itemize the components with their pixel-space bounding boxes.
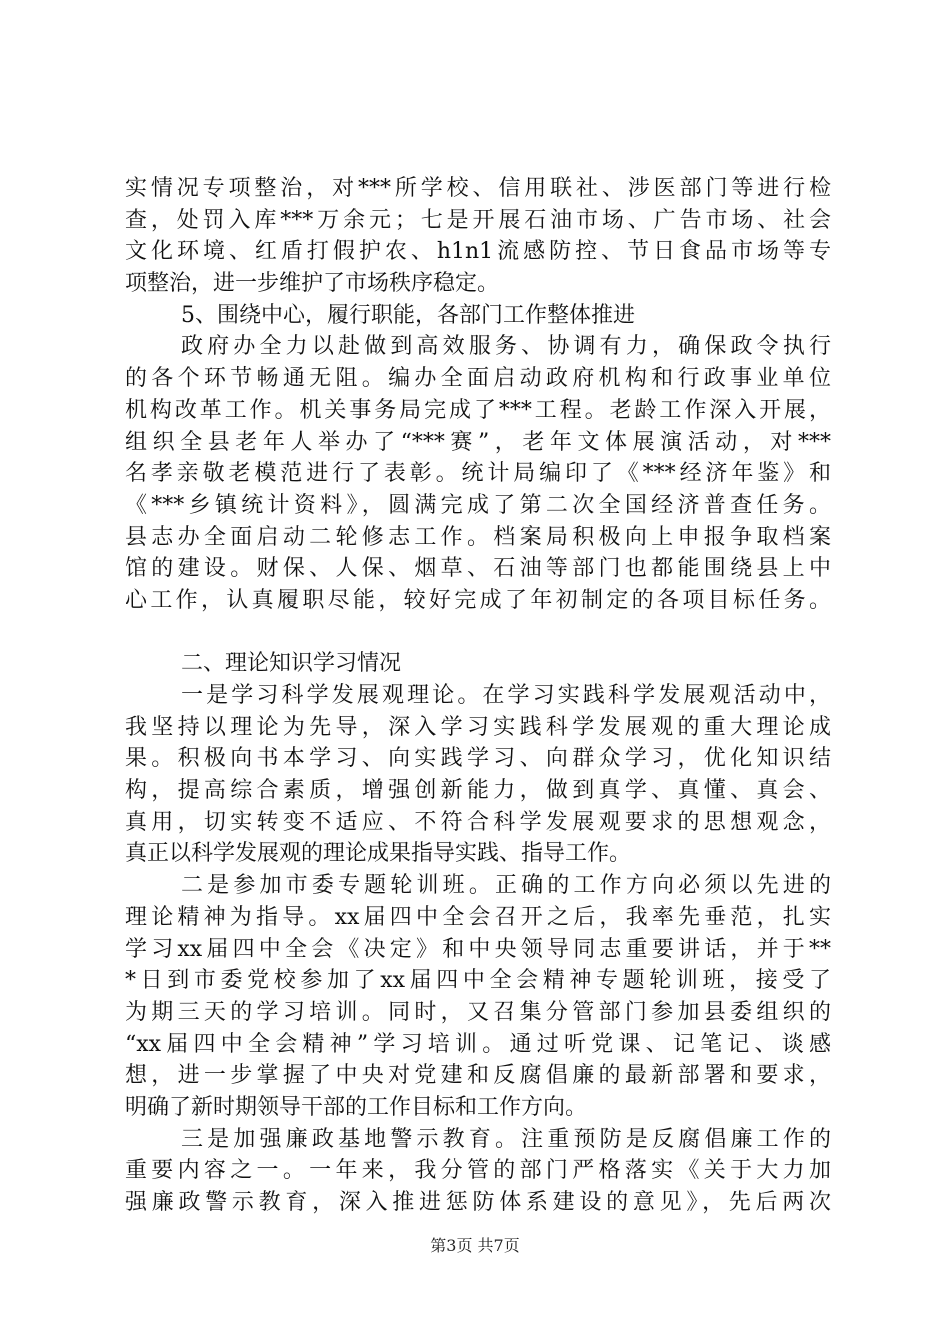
text-line: 的各个环节畅通无阻。编办全面启动政府机构和行政事业单位 bbox=[125, 366, 831, 392]
text-line: 实情况专项整治，对***所学校、信用联社、涉医部门等进行检 bbox=[125, 176, 831, 201]
text-line: 想，进一步掌握了中央对党建和反腐倡廉的最新部署和要求， bbox=[125, 1063, 831, 1089]
text-line: *日到市委党校参加了xx届四中全会精神专题轮训班，接受了 bbox=[125, 968, 831, 994]
text-line: 强廉政警示教育，深入推进惩防体系建设的意见》，先后两次 bbox=[125, 1190, 831, 1215]
page-footer: 第3页 共7页 bbox=[430, 1236, 520, 1255]
text-line: 项整治，进一步维护了市场秩序稳定。 bbox=[125, 271, 500, 297]
text-line: 二、理论知识学习情况 bbox=[181, 651, 402, 677]
text-line: “xx届四中全会精神”学习培训。通过听党课、记笔记、谈感 bbox=[125, 1031, 831, 1057]
text-line: 真正以科学发展观的理论成果指导实践、指导工作。 bbox=[125, 841, 632, 867]
text-line: 机构改革工作。机关事务局完成了***工程。老龄工作深入开展， bbox=[125, 397, 831, 423]
text-line: 明确了新时期领导干部的工作目标和工作方向。 bbox=[125, 1094, 588, 1120]
text-line: 重要内容之一。一年来，我分管的部门严格落实《关于大力加 bbox=[125, 1158, 831, 1184]
text-line: 果。积极向书本学习、向实践学习、向群众学习，优化知识结 bbox=[125, 746, 831, 772]
text-line: 一是学习科学发展观理论。在学习实践科学发展观活动中， bbox=[181, 683, 831, 708]
text-line: 查，处罚入库***万余元；七是开展石油市场、广告市场、社会 bbox=[125, 207, 831, 233]
text-line: 为期三天的学习培训。同时，又召集分管部门参加县委组织的 bbox=[125, 999, 831, 1025]
text-line: 学习xx届四中全会《决定》和中央领导同志重要讲话，并于** bbox=[125, 936, 831, 962]
text-line: 组织全县老年人举办了“***赛”，老年文体展演活动，对*** bbox=[125, 429, 831, 455]
text-line: 构，提高综合素质，增强创新能力，做到真学、真懂、真会、 bbox=[125, 778, 831, 804]
blank-line bbox=[125, 617, 831, 649]
text-line: 二是参加市委专题轮训班。正确的工作方向必须以先进的 bbox=[181, 873, 831, 899]
text-line: 心工作，认真履职尽能，较好完成了年初制定的各项目标任务。 bbox=[125, 587, 831, 613]
text-line: 5、围绕中心，履行职能，各部门工作整体推进 bbox=[181, 302, 635, 328]
text-line: 政府办全力以赴做到高效服务、协调有力，确保政令执行 bbox=[181, 334, 831, 360]
text-line: 文化环境、红盾打假护农、h1n1流感防控、节日食品市场等专 bbox=[125, 239, 831, 265]
text-line: 县志办全面启动二轮修志工作。档案局积极向上申报争取档案 bbox=[125, 524, 831, 550]
text-line: 理论精神为指导。xx届四中全会召开之后，我率先垂范，扎实 bbox=[125, 904, 831, 930]
text-line: 馆的建设。财保、人保、烟草、石油等部门也都能围绕县上中 bbox=[125, 556, 831, 582]
text-line: 《***乡镇统计资料》，圆满完成了第二次全国经济普查任务。 bbox=[125, 492, 831, 518]
text-line: 名孝亲敬老模范进行了表彰。统计局编印了《***经济年鉴》和 bbox=[125, 461, 831, 487]
text-line: 我坚持以理论为先导，深入学习实践科学发展观的重大理论成 bbox=[125, 714, 831, 740]
text-line: 真用，切实转变不适应、不符合科学发展观要求的思想观念， bbox=[125, 809, 831, 835]
text-line: 三是加强廉政基地警示教育。注重预防是反腐倡廉工作的 bbox=[181, 1126, 831, 1152]
document-body bbox=[125, 173, 831, 1219]
